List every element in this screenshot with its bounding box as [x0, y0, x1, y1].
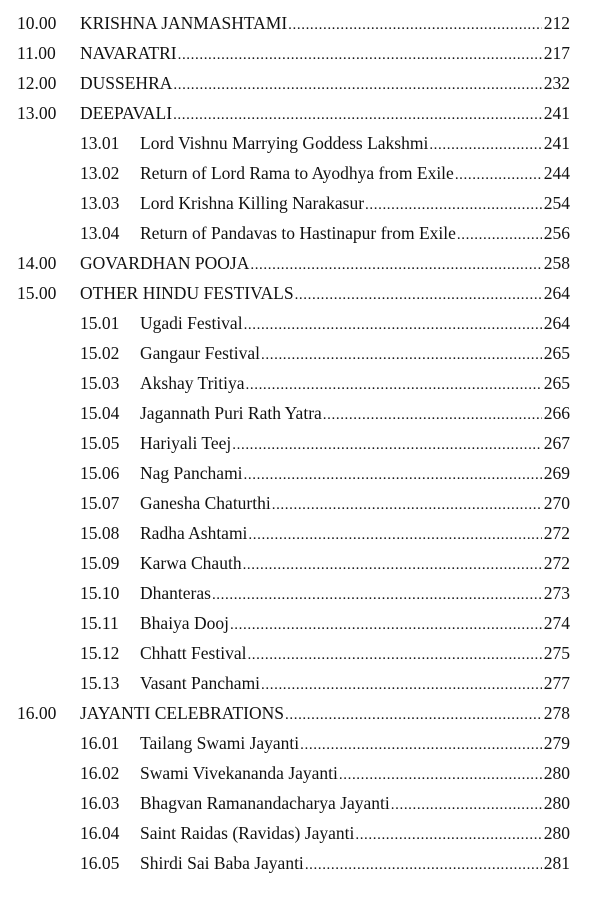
dot-leader [355, 820, 541, 850]
entry-number: 16.02 [80, 763, 120, 783]
toc-subentry [0, 458, 600, 488]
entry-number: 16.03 [80, 793, 120, 813]
entry-title: Jagannath Puri Rath Yatra [140, 403, 322, 423]
entry-page-number: 280 [543, 763, 570, 783]
entry-title: Shirdi Sai Baba Jayanti [140, 853, 304, 873]
entry-number: 15.12 [80, 643, 120, 663]
entry-title: NAVARATRI [80, 43, 177, 63]
entry-title: Swami Vivekananda Jayanti [140, 763, 338, 783]
entry-page-number: 278 [543, 703, 570, 723]
dot-leader [250, 250, 541, 280]
dot-leader [243, 550, 542, 580]
entry-title: Return of Pandavas to Hastinapur from Exile [140, 223, 456, 243]
dot-leader [212, 580, 542, 610]
toc-entry [0, 8, 600, 38]
entry-page-number: 217 [543, 43, 570, 63]
entry-page-number: 264 [543, 313, 570, 333]
dot-leader [244, 310, 542, 340]
entry-title: Bhaiya Dooj [140, 613, 229, 633]
toc-entry [0, 98, 600, 128]
toc-subentry [0, 788, 600, 818]
dot-leader [272, 490, 542, 520]
entry-title: Nag Panchami [140, 463, 243, 483]
entry-title: DUSSEHRA [80, 73, 173, 93]
dot-leader [365, 190, 542, 220]
entry-title: Akshay Tritiya [140, 373, 245, 393]
entry-page-number: 280 [543, 793, 570, 813]
dot-leader [295, 280, 542, 310]
entry-title: JAYANTI CELEBRATIONS [80, 703, 285, 723]
entry-number: 15.07 [80, 493, 120, 513]
dot-leader [248, 520, 541, 550]
toc-entry [0, 278, 600, 308]
toc-subentry [0, 158, 600, 188]
toc-subentry [0, 728, 600, 758]
toc-entry [0, 68, 600, 98]
entry-page-number: 241 [543, 133, 570, 153]
entry-number: 16.04 [80, 823, 120, 843]
entry-title: GOVARDHAN POOJA [80, 253, 250, 273]
entry-page-number: 279 [543, 733, 570, 753]
entry-title: Ugadi Festival [140, 313, 243, 333]
entry-page-number: 280 [543, 823, 570, 843]
dot-leader [173, 100, 542, 130]
dot-leader [305, 850, 542, 880]
dot-leader [244, 460, 542, 490]
entry-title: Return of Lord Rama to Ayodhya from Exile [140, 163, 454, 183]
entry-page-number: 212 [543, 13, 570, 33]
dot-leader [300, 730, 542, 760]
entry-title: Dhanteras [140, 583, 211, 603]
entry-number: 15.10 [80, 583, 120, 603]
entry-number: 15.03 [80, 373, 120, 393]
entry-title: Saint Raidas (Ravidas) Jayanti [140, 823, 355, 843]
entry-page-number: 269 [543, 463, 570, 483]
entry-page-number: 273 [543, 583, 570, 603]
dot-leader [285, 700, 542, 730]
dot-leader [232, 430, 541, 460]
entry-title: Tailang Swami Jayanti [140, 733, 300, 753]
entry-page-number: 264 [543, 283, 570, 303]
dot-leader [261, 670, 542, 700]
entry-page-number: 254 [543, 193, 570, 213]
entry-title: KRISHNA JANMASHTAMI [80, 13, 288, 33]
entry-title: Karwa Chauth [140, 553, 242, 573]
entry-number: 15.01 [80, 313, 120, 333]
entry-number: 15.08 [80, 523, 120, 543]
entry-number: 15.13 [80, 673, 120, 693]
entry-page-number: 281 [543, 853, 570, 873]
dot-leader [261, 340, 542, 370]
toc-subentry [0, 668, 600, 698]
entry-page-number: 267 [543, 433, 570, 453]
toc-subentry [0, 848, 600, 878]
toc-subentry [0, 638, 600, 668]
entry-number: 15.04 [80, 403, 120, 423]
dot-leader [246, 370, 542, 400]
toc-subentry [0, 338, 600, 368]
entry-title: Gangaur Festival [140, 343, 261, 363]
toc-subentry [0, 818, 600, 848]
toc-subentry [0, 308, 600, 338]
entry-title: Bhagvan Ramanandacharya Jayanti [140, 793, 390, 813]
entry-number: 15.05 [80, 433, 120, 453]
entry-page-number: 241 [543, 103, 570, 123]
entry-title: Ganesha Chaturthi [140, 493, 271, 513]
entry-title: Lord Krishna Killing Narakasur [140, 193, 365, 213]
entry-page-number: 272 [543, 523, 570, 543]
entry-page-number: 270 [543, 493, 570, 513]
entry-title: DEEPAVALI [80, 103, 173, 123]
entry-page-number: 275 [543, 643, 570, 663]
entry-title: Vasant Panchami [140, 673, 261, 693]
toc-subentry [0, 488, 600, 518]
entry-page-number: 244 [543, 163, 570, 183]
entry-number: 15.00 [17, 283, 57, 303]
dot-leader [288, 10, 542, 40]
dot-leader [230, 610, 542, 640]
toc-subentry [0, 548, 600, 578]
entry-number: 13.02 [80, 163, 120, 183]
entry-number: 16.00 [17, 703, 57, 723]
entry-title: Hariyali Teej [140, 433, 232, 453]
entry-number: 14.00 [17, 253, 57, 273]
toc-subentry [0, 758, 600, 788]
entry-number: 16.01 [80, 733, 120, 753]
entry-number: 10.00 [17, 13, 57, 33]
entry-page-number: 272 [543, 553, 570, 573]
dot-leader [391, 790, 542, 820]
entry-title: Radha Ashtami [140, 523, 248, 543]
dot-leader [339, 760, 542, 790]
toc-subentry [0, 218, 600, 248]
dot-leader [247, 640, 541, 670]
dot-leader [323, 400, 542, 430]
entry-number: 15.09 [80, 553, 120, 573]
toc-subentry [0, 188, 600, 218]
toc-subentry [0, 428, 600, 458]
toc-subentry [0, 128, 600, 158]
entry-page-number: 265 [543, 373, 570, 393]
toc-subentry [0, 608, 600, 638]
entry-page-number: 265 [543, 343, 570, 363]
entry-number: 15.02 [80, 343, 120, 363]
entry-number: 11.00 [17, 43, 56, 63]
dot-leader [455, 160, 542, 190]
entry-page-number: 256 [543, 223, 570, 243]
entry-page-number: 258 [543, 253, 570, 273]
entry-number: 13.01 [80, 133, 120, 153]
entry-number: 15.06 [80, 463, 120, 483]
entry-number: 13.00 [17, 103, 57, 123]
entry-number: 15.11 [80, 613, 119, 633]
entry-page-number: 232 [543, 73, 570, 93]
toc-entry [0, 248, 600, 278]
entry-number: 16.05 [80, 853, 120, 873]
dot-leader [173, 70, 541, 100]
toc-subentry [0, 578, 600, 608]
toc-entry [0, 698, 600, 728]
entry-number: 12.00 [17, 73, 57, 93]
entry-page-number: 266 [543, 403, 570, 423]
entry-title: OTHER HINDU FESTIVALS [80, 283, 294, 303]
toc-entry [0, 38, 600, 68]
dot-leader [429, 130, 541, 160]
toc-subentry [0, 368, 600, 398]
dot-leader [178, 40, 542, 70]
entry-number: 13.04 [80, 223, 120, 243]
entry-page-number: 274 [543, 613, 570, 633]
entry-title: Lord Vishnu Marrying Goddess Lakshmi [140, 133, 429, 153]
entry-title: Chhatt Festival [140, 643, 247, 663]
dot-leader [457, 220, 542, 250]
table-of-contents [0, 8, 600, 878]
toc-subentry [0, 398, 600, 428]
toc-subentry [0, 518, 600, 548]
entry-page-number: 277 [543, 673, 570, 693]
entry-number: 13.03 [80, 193, 120, 213]
